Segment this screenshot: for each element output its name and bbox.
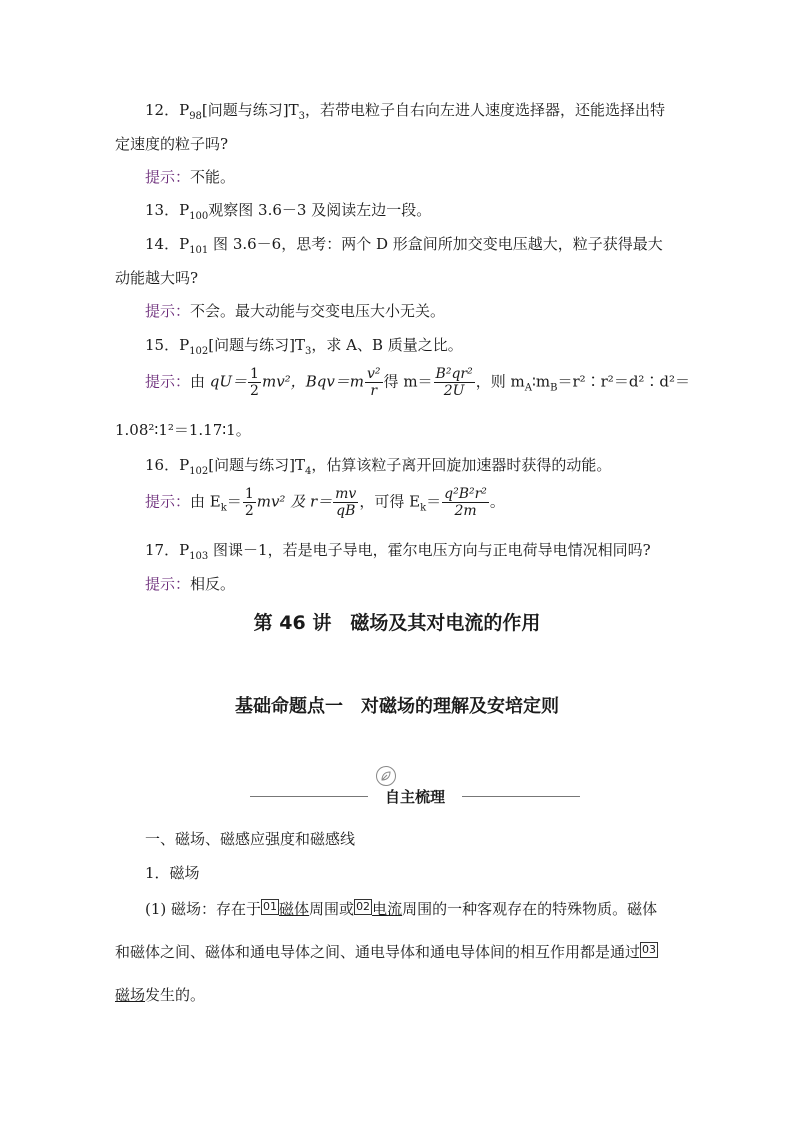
fraction: $\frac{mv}{qB}$ [335,486,357,519]
outline-para3: 磁场发生的。 [115,986,206,1004]
outline-para1: (1) 磁场：存在于 01 磁体周围或 02 电流周围的一种客观存在的特殊物质。磁体 [145,900,658,918]
fraction: $\frac{1}{2}$ [250,366,259,399]
blank-number: 01 [263,900,278,913]
hint-label: 提示： [145,372,191,391]
item-12-line2: 定速度的粒子吗? [115,135,229,153]
fraction: $\frac{1}{2}$ [244,486,254,519]
lecture-title: 第 46 讲 磁场及其对电流的作用 [253,612,541,634]
fraction: $\frac{\text{v²}}{r}$ [367,366,381,399]
divider-rule-right [462,796,580,797]
item-15-hint: 提示：由 qU＝ $\frac{1}{2}$ mv²，Bqv＝m $\frac{\text{v²}}{r}$ 得 m＝ $\frac{\text{B²qr²}}{2U}$ ，则 $m_A∶m_B=r^2∶r^2=d^2∶d^2=$ [145,366,691,399]
item-14-line1: 14．$P_{101}$ 图 3.6－6，思考：两个 D 形盒间所加交变电压越大，粒子获得最大 [145,235,663,256]
blank-answer: 磁场 [115,986,146,1004]
item-17-hint: 提示：相反。 [145,575,236,593]
item-12-hint: 提示：不能。 [145,168,236,186]
item-15: 15．$P_{102}$[问题与练习]$T_3$，求 A、B 质量之比。 [145,336,463,357]
hint-label: 提示： [145,575,191,593]
item-16-hint: 提示：由 $E_k=$ $\frac{1}{2}$ mv² 及 r＝ $\frac{mv}{qB}$ ，可得 $E_k=$ $\frac{\text{q²B²r²}}{2m}$ 。 [145,486,505,519]
blank-answer: 磁体 [279,900,310,918]
blank-number: 03 [642,943,657,956]
hint-label: 提示： [145,302,191,320]
outline-sub1: 1．磁场 [145,864,200,882]
hint-label: 提示： [145,168,191,186]
leaf-icon [376,766,396,786]
fraction: $\frac{\text{q²B²r²}}{2m}$ [444,486,487,519]
item-17: 17．$P_{103}$ 图课－1，若是电子导电，霍尔电压方向与正电荷导电情况相同吗? [145,541,651,562]
item-14-hint: 提示：不会。最大动能与交变电压大小无关。 [145,302,446,320]
blank-number: 02 [356,900,371,913]
hint-label: 提示： [145,492,191,511]
item-15-line3: 1.08²∶1²＝1.17∶1。 [115,421,251,439]
blank-answer: 电流 [372,900,403,918]
section-title: 基础命题点一 对磁场的理解及安培定则 [235,696,559,717]
item-14-line2: 动能越大吗? [115,269,199,287]
item-12-line1: 12．$P_{98}$[问题与练习]$T_3$，若带电粒子自右向左进人速度选择器，还能选择出特 [145,101,666,122]
item-16: 16．$P_{102}$[问题与练习]$T_4$，估算该粒子离开回旋加速器时获得的动能。 [145,456,612,477]
divider-label: 自主梳理 [384,788,445,806]
section-divider [250,786,580,808]
outline-heading: 一、磁场、磁感应强度和磁感线 [145,830,356,848]
item-13: 13．$P_{100}$观察图 3.6－3 及阅读左边一段。 [145,201,432,222]
outline-para2: 和磁体之间、磁体和通电导体之间、通电导体和通电导体间的相互作用都是通过 03 [115,943,657,961]
fraction: $\frac{\text{B²qr²}}{2U}$ [435,366,473,399]
